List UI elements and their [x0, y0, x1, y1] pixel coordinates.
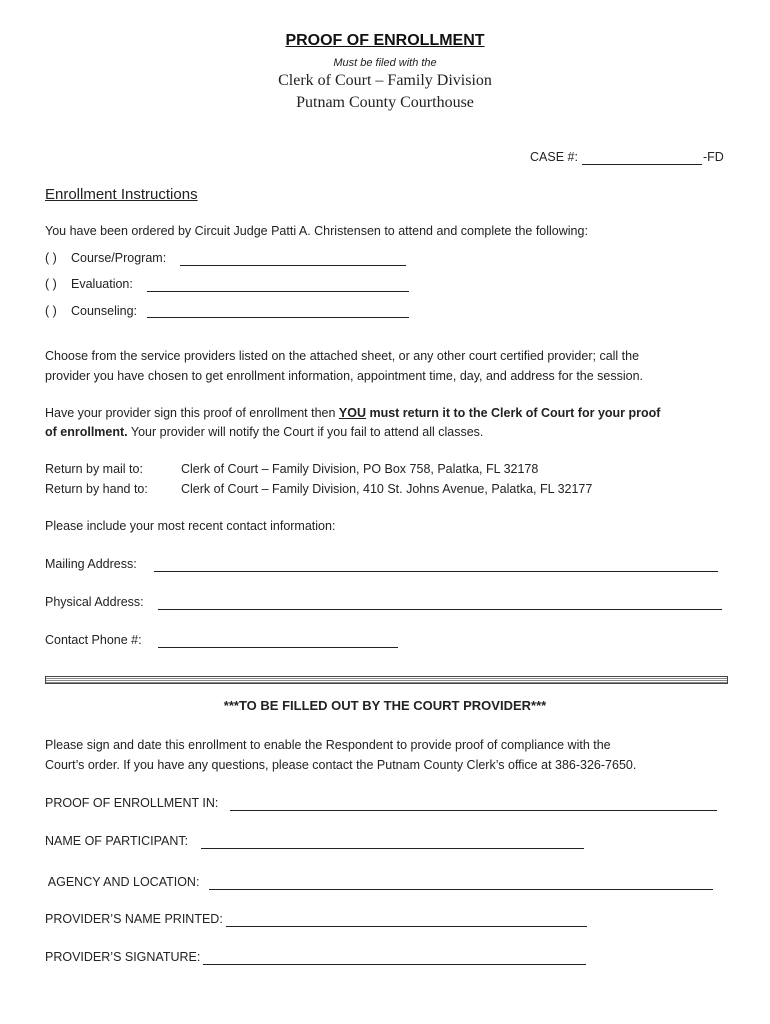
provider-intro-line-1: Please sign and date this enrollment to enable the Respondent to provide proof of compliance with the: [45, 738, 611, 752]
proof-of-enrollment-label: PROOF OF ENROLLMENT IN:: [45, 796, 219, 810]
provider-section-heading: ***TO BE FILLED OUT BY THE COURT PROVIDER***: [223, 698, 547, 713]
proof-of-enrollment-field[interactable]: [230, 810, 717, 811]
checkbox-course[interactable]: ( ): [45, 251, 57, 265]
contact-phone-label: Contact Phone #:: [45, 633, 142, 647]
physical-address-label: Physical Address:: [45, 595, 144, 609]
course-program-field[interactable]: [180, 265, 406, 266]
sign-instruction-line-2: [45, 425, 483, 439]
mailing-address-label: Mailing Address:: [45, 557, 137, 571]
evaluation-label: Evaluation:: [71, 277, 133, 291]
section-heading-instructions: Enrollment Instructions: [45, 186, 198, 203]
return-hand-address: Clerk of Court – Family Division, 410 St. Johns Avenue, Palatka, FL 32177: [181, 482, 593, 496]
return-mail-label: Return by mail to:: [45, 462, 143, 476]
sign-text-you: YOU: [338, 406, 366, 420]
sign-text-c: of enrollment.: [45, 425, 128, 439]
org-line-2: Putnam County Courthouse: [296, 94, 474, 111]
participant-name-field[interactable]: [201, 848, 584, 849]
case-number-suffix: -FD: [703, 150, 724, 164]
contact-intro: Please include your most recent contact information:: [45, 519, 336, 533]
org-line-1: Clerk of Court – Family Division: [278, 72, 492, 89]
evaluation-field[interactable]: [147, 291, 409, 292]
sign-text-d: Your provider will notify the Court if you fail to attend all classes.: [127, 425, 484, 439]
provider-intro-line-2: Court’s order. If you have any questions, please contact the Putnam County Clerk’s office at 386-326-7650.: [45, 758, 637, 772]
case-number-label: CASE #:: [530, 150, 578, 164]
provider-name-printed-label: PROVIDER’S NAME PRINTED:: [45, 912, 223, 926]
mailing-address-field[interactable]: [154, 571, 718, 572]
intro-text: You have been ordered by Circuit Judge Patti A. Christensen to attend and complete the following:: [45, 224, 588, 238]
choose-provider-line-2: provider you have chosen to get enrollment information, appointment time, day, and address for the session.: [45, 369, 644, 383]
course-program-label: Course/Program:: [71, 251, 167, 265]
form-subtitle: Must be filed with the: [333, 57, 437, 69]
return-hand-label: Return by hand to:: [45, 482, 148, 496]
physical-address-field[interactable]: [158, 609, 722, 610]
choose-provider-line-1: Choose from the service providers listed on the attached sheet, or any other court certified provider; call the: [45, 349, 640, 363]
counseling-field[interactable]: [147, 317, 409, 318]
sign-instruction-line-1: [45, 406, 660, 420]
participant-name-label: NAME OF PARTICIPANT:: [45, 834, 189, 848]
checkbox-evaluation[interactable]: ( ): [45, 277, 57, 291]
case-number-field[interactable]: [582, 164, 702, 165]
section-divider: [45, 676, 728, 684]
checkbox-counseling[interactable]: ( ): [45, 304, 57, 318]
form-title: PROOF OF ENROLLMENT: [285, 32, 485, 49]
return-mail-address: Clerk of Court – Family Division, PO Box 758, Palatka, FL 32178: [181, 462, 539, 476]
sign-text-a: Have your provider sign this proof of enrollment then: [45, 406, 339, 420]
counseling-label: Counseling:: [71, 304, 138, 318]
provider-signature-label: PROVIDER’S SIGNATURE:: [45, 950, 201, 964]
provider-signature-field[interactable]: [203, 964, 586, 965]
agency-location-label: AGENCY AND LOCATION:: [45, 875, 200, 889]
contact-phone-field[interactable]: [158, 647, 398, 648]
sign-text-b: must return it to the Clerk of Court for your proof: [366, 406, 661, 420]
provider-name-printed-field[interactable]: [226, 926, 587, 927]
agency-location-field[interactable]: [209, 889, 713, 890]
